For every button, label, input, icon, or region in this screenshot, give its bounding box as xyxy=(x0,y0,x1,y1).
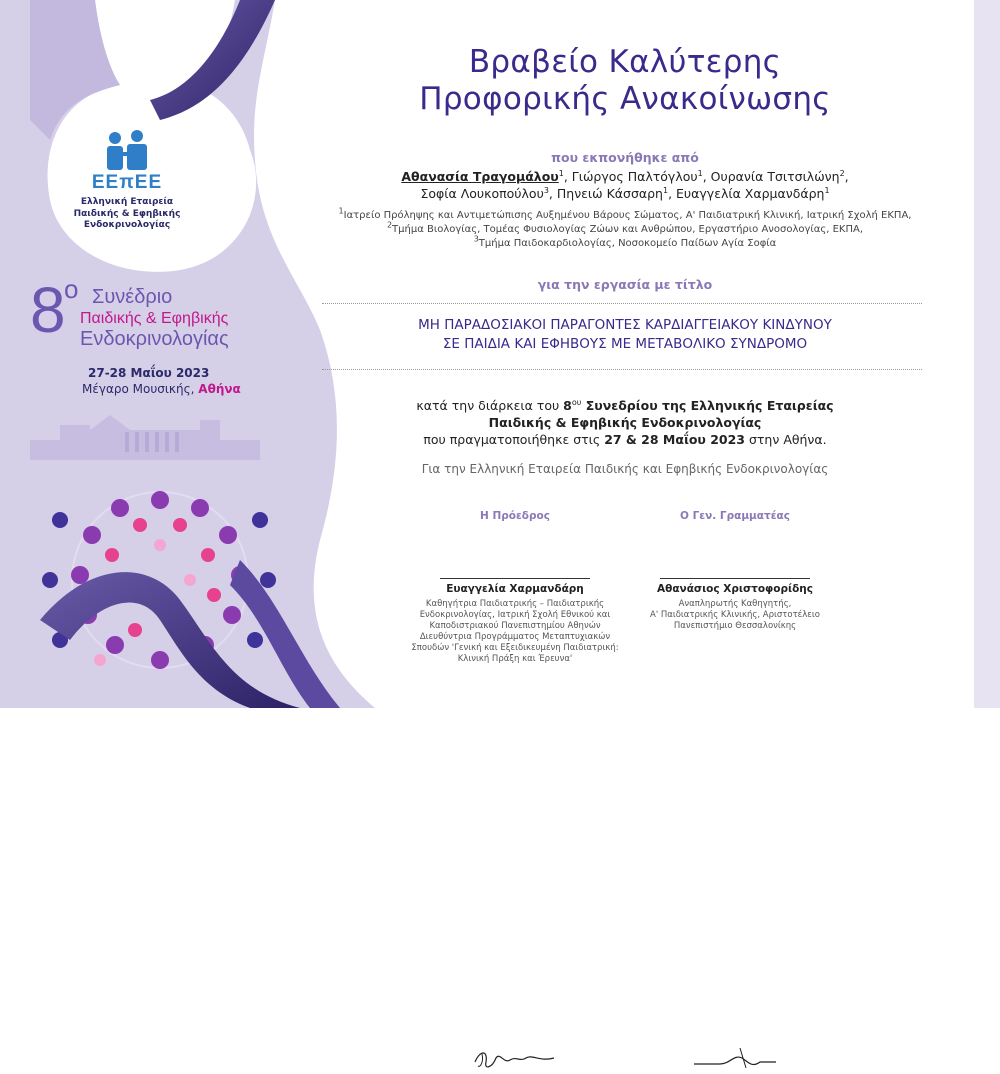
desc-line: Κλινική Πράξη και Έρευνα' xyxy=(457,654,573,664)
author-sup: 1 xyxy=(558,168,564,178)
award-title-line1: Βραβείο Καλύτερης xyxy=(468,44,782,80)
desc-line: Καποδιστριακού Πανεπιστημίου Αθηνών xyxy=(429,621,601,631)
author-sup: 2 xyxy=(839,168,845,178)
logo-name-line1: Ελληνική Εταιρεία xyxy=(80,197,174,207)
statement-text: στην Αθήνα. xyxy=(745,432,827,447)
affil-text: Ιατρείο Πρόληψης και Αντιμετώπισης Αυξημένου Βάρους Σώματος, Α' Παιδιατρική Κλινική, Ιατρική Σχολή ΕΚΠΑ, xyxy=(343,210,912,221)
signatory-role: Η Πρόεδρος xyxy=(480,510,550,522)
certificate-body xyxy=(300,0,950,708)
logo-figures-icon xyxy=(97,130,157,172)
author-sup: 1 xyxy=(824,185,830,195)
congress-ordinal: ο xyxy=(64,274,79,304)
author-sup: 3 xyxy=(543,185,549,195)
logo-name-line2: Παιδικής & Εφηβικής xyxy=(73,208,181,219)
work-title-line1: ΜΗ ΠΑΡΑΔΟΣΙΑΚΟΙ ΠΑΡΑΓΟΝΤΕΣ ΚΑΡΔΙΑΓΓΕΙΑΚΟΥ ΚΙΝΔΥΝΟΥ xyxy=(418,317,832,333)
desc-line: Πανεπιστήμιο Θεσσαλονίκης xyxy=(673,621,797,631)
affiliation-item xyxy=(300,234,950,251)
affil-text: Τμήμα Βιολογίας, Τομέας Φυσιολογίας Ζώων και Ανθρώπου, Εργαστήριο Ανοσολογίας, ΕΚΠΑ, xyxy=(392,224,864,235)
signature-secretary xyxy=(690,1042,780,1074)
affil-text: Τμήμα Παιδοκαρδιολογίας, Νοσοκομείο Παίδων Αγία Σοφία xyxy=(478,238,777,249)
author-text: , Γιώργος Παλτόγλου xyxy=(563,169,698,184)
signature-president xyxy=(470,1042,560,1074)
congress-line2: Παιδικής & Εφηβικής xyxy=(80,310,229,327)
congress-statement xyxy=(300,397,950,448)
affil-sup: 1 xyxy=(338,206,344,216)
author-text: , xyxy=(844,169,849,184)
signatory-name: Ευαγγελία Χαρμανδάρη xyxy=(446,583,584,595)
author-text: , Ουρανία Τσιτσιλώνη xyxy=(702,169,840,184)
desc-line: Αναπληρωτής Καθηγητής, xyxy=(678,599,792,609)
right-edge-strip xyxy=(974,0,1000,708)
affil-sup: 3 xyxy=(473,234,479,244)
statement-bold: Συνεδρίου της Ελληνικής Εταιρείας xyxy=(581,398,834,413)
desc-line: Σπουδών 'Γενική και Εξειδικευμένη Παιδιατρική: xyxy=(411,643,619,653)
signatory-description xyxy=(625,599,845,632)
signature-line xyxy=(440,578,590,579)
society-logo xyxy=(62,130,192,232)
affil-sup: 2 xyxy=(386,220,393,230)
logo-abbr: ΕΕπΕΕ xyxy=(91,172,163,193)
work-label: για την εργασία με τίτλο xyxy=(537,277,713,292)
congress-line3: Ενδοκρινολογίας xyxy=(80,328,229,350)
statement-text: κατά την διάρκεια του xyxy=(416,398,564,413)
affiliation-item xyxy=(300,220,950,237)
affiliation-item xyxy=(300,206,950,223)
statement-text: που πραγματοποιήθηκε στις xyxy=(423,432,605,447)
author-sup: 1 xyxy=(697,168,703,178)
congress-number: 8 xyxy=(30,274,66,346)
on-behalf-text: Για την Ελληνική Εταιρεία Παιδικής και Εφηβικής Ενδοκρινολογίας xyxy=(421,462,829,476)
desc-line: Α' Παιδιατρικής Κλινικής, Αριστοτέλειο xyxy=(650,610,820,620)
desc-line: Ενδοκρινολογίας, Ιατρική Σχολή Εθνικού και xyxy=(419,610,611,620)
congress-dates: 27-28 Μαΐου 2023 xyxy=(88,366,210,380)
award-title xyxy=(300,44,950,118)
work-title xyxy=(300,316,950,354)
author-text: Σοφία Λουκοπούλου xyxy=(420,186,544,201)
logo-name-line3: Ενδοκρινολογίας xyxy=(83,220,171,230)
affiliations xyxy=(300,206,950,251)
desc-line: Διευθύντρια Προγράμματος Μεταπτυχιακών xyxy=(419,632,611,642)
author-sup: 1 xyxy=(662,185,669,195)
congress-venue: Μέγαρο Μουσικής, xyxy=(82,382,195,396)
congress-word: Συνέδριο xyxy=(92,286,173,308)
awarded-label: που εκπονήθηκε από xyxy=(551,150,699,165)
congress-city: Αθήνα xyxy=(198,382,241,396)
signatory-secretary xyxy=(625,510,845,632)
statement-line2: Παιδικής & Εφηβικής Ενδοκρινολογίας xyxy=(488,415,762,430)
statement-dates: 27 & 28 Μαΐου 2023 xyxy=(604,432,746,447)
desc-line: Καθηγήτρια Παιδιατρικής – Παιδιατρικής xyxy=(425,599,605,609)
statement-number: 8 xyxy=(563,398,572,413)
divider-bottom xyxy=(322,369,922,370)
congress-venue-line xyxy=(82,382,241,396)
divider-top xyxy=(322,303,922,304)
author-text: , Πηνειώ Κάσσαρη xyxy=(548,186,663,201)
authors-list xyxy=(300,168,950,202)
signatory-role: Ο Γεν. Γραμματέας xyxy=(680,510,790,522)
signatory-name: Αθανάσιος Χριστοφορίδης xyxy=(656,583,814,595)
work-title-line2: ΣΕ ΠΑΙΔΙΑ ΚΑΙ ΕΦΗΒΟΥΣ ΜΕ ΜΕΤΑΒΟΛΙΚΟ ΣΥΝΔΡΟΜΟ xyxy=(442,336,808,352)
signatory-description xyxy=(405,599,625,665)
first-author: Αθανασία Τραγομάλου xyxy=(401,169,559,184)
statement-sup: ου xyxy=(571,397,582,407)
award-title-line2: Προφορικής Ανακοίνωσης xyxy=(419,81,831,117)
signature-line xyxy=(660,578,810,579)
author-text: , Ευαγγελία Χαρμανδάρη xyxy=(668,186,825,201)
signatory-president xyxy=(405,510,625,665)
